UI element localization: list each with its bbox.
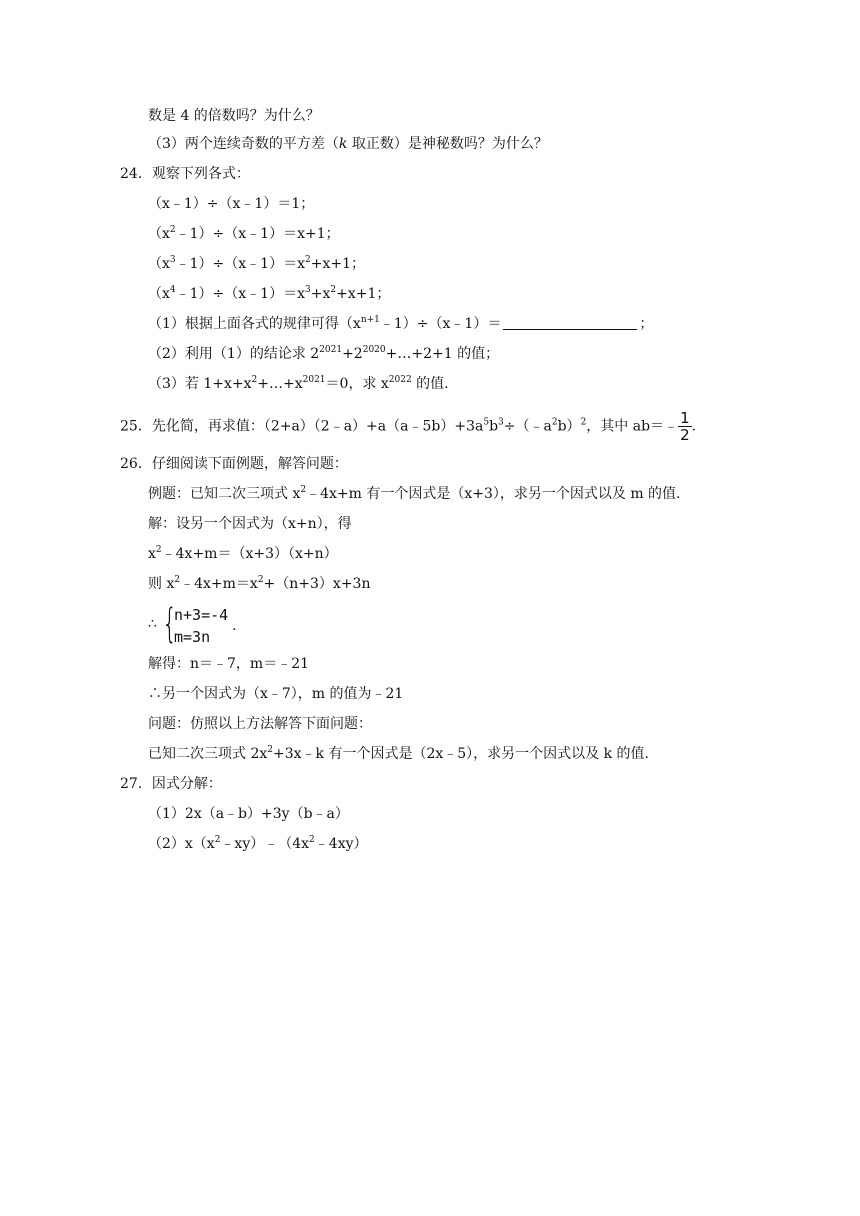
q26-solution-2: $x^2﹣4x+m=(x+3)(x+n)$ (148, 545, 338, 562)
q23-continuation: 数是 4 的倍数吗？为什么？ (148, 108, 320, 124)
q26-solution-4: 解得：n＝﹣7，m＝﹣21 (148, 656, 310, 672)
answer-blank[interactable] (503, 315, 637, 330)
q27-part1: （1）2x（a﹣b）+3y（b﹣a） (148, 806, 349, 822)
fraction-one-half: $\frac{1}{2}$ (680, 409, 690, 444)
q26-task: 已知二次三项式 $2x^2+3x﹣k$ 有一个因式是（2x﹣5），求另一个因式以及 k 的值. (148, 745, 650, 762)
system-equation-2: m=3n (174, 628, 211, 646)
q27-part2: $(2)x(x^2﹣xy)﹣(4x^2﹣4xy)$ (148, 835, 368, 852)
q26-example: 例题：已知二次三项式 $x^2﹣4x+m$ 有一个因式是（x+3），求另一个因式以及 m 的值. (148, 485, 681, 502)
q24-line1: （x﹣1）÷（x﹣1）＝1； (148, 196, 315, 212)
q26-solution-3: 则 $x^2﹣4x+m=x^2+(n+3)x+3n$ (148, 575, 371, 592)
q24-part3: （3）若 $1+x+x^2+\dots+x^{2021}=0$，求 $x^{2022}$ 的值. (148, 375, 449, 392)
system-period: . (232, 618, 237, 634)
system-equation-1: n+3=-4 (174, 606, 229, 624)
q26-solution-5: ∴另一个因式为（x﹣7），m 的值为﹣21 (148, 686, 404, 702)
q24-line3: $(x^3﹣1)\div(x﹣1)=x^2+x+1$； (148, 255, 365, 272)
q24-line2: $(x^2﹣1)\div(x﹣1)=x+1$； (148, 225, 340, 242)
left-brace: { (162, 601, 178, 647)
q24-part2: （2）利用（1）的结论求 $2^{2021}+2^{2020}+\dots+2+1$ 的值； (148, 345, 500, 362)
q27-title: 27．因式分解： (120, 776, 222, 792)
q26-solution-1: 解：设另一个因式为（x+n），得 (148, 516, 352, 532)
q23-part3: （3）两个连续奇数的平方差（k 取正数）是神秘数吗？为什么？ (148, 136, 548, 152)
q24-title: 24．观察下列各式： (120, 166, 250, 182)
q25-text: 25．先化简，再求值：$(2+a)(2﹣a)+a(a﹣5b)+3a^5b^3\div(﹣a^2b)^2$，其中 ab＝﹣ $\frac{1}{2}$ . (120, 409, 697, 444)
therefore-symbol: ∴ (148, 616, 157, 632)
q26-problem: 问题：仿照以上方法解答下面问题： (148, 716, 372, 732)
q26-title: 26．仔细阅读下面例题，解答问题： (120, 456, 348, 472)
q24-part1: （1）根据上面各式的规律可得$(x^{n+1}﹣1)\div(x﹣1)=$ ； (148, 315, 654, 332)
q24-line4: $(x^4﹣1)\div(x﹣1)=x^3+x^2+x+1$； (148, 285, 391, 302)
